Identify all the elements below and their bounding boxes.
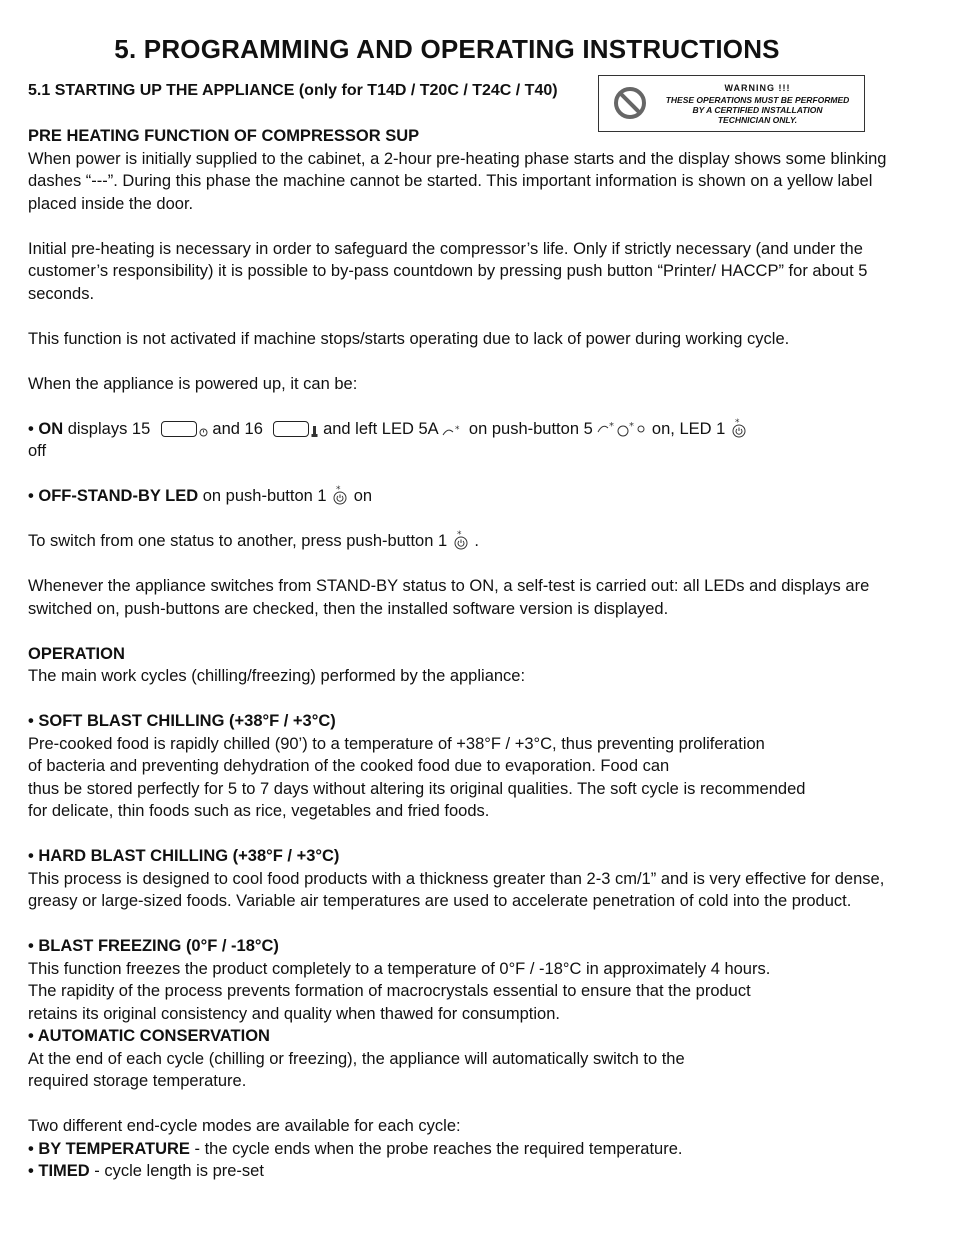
svg-text:*: *: [336, 485, 341, 495]
svg-text:*: *: [455, 424, 460, 435]
on-label: • ON: [28, 419, 64, 438]
endcycle-timed: [28, 1160, 888, 1183]
content: [28, 125, 888, 1183]
preheat-paragraph-4: When the appliance is powered up, it can be:: [28, 374, 358, 393]
warning-title: WARNING !!!: [724, 83, 791, 93]
warning-line: THESE OPERATIONS MUST BE PERFORMED: [665, 95, 850, 105]
switch-text-2: .: [469, 532, 479, 550]
page-title: 5. PROGRAMMING AND OPERATING INSTRUCTIONS: [114, 34, 780, 64]
standby-label: • OFF-STAND-BY LED: [28, 487, 199, 505]
endcycle-intro: Two different end-cycle modes are available for each cycle:: [28, 1117, 461, 1135]
hard-chill-heading: • HARD BLAST CHILLING (+38°F / +3°C): [28, 847, 340, 865]
selftest-paragraph: Whenever the appliance switches from STAND-BY status to ON, a self-test is carried out: all LEDs and displays are switched on, push-buttons are checked, then the installed software version is displayed.: [28, 577, 870, 618]
preheat-paragraph-1: When power is initially supplied to the cabinet, a 2-hour pre-heating phase starts and the display shows some blinking dashes “---”. During this phase the machine cannot be started. This important information is shown on a yellow label placed inside the door.: [28, 149, 887, 213]
clock-icon: [199, 428, 208, 438]
on-text-1: displays 15: [63, 419, 155, 438]
svg-text:*: *: [609, 420, 615, 432]
power-button-icon: [452, 530, 470, 550]
on-text-4: on push-button 5: [464, 419, 598, 438]
standby-text-1: on push-button 1: [198, 487, 332, 505]
svg-text:*: *: [456, 530, 462, 540]
hard-chill-text: This process is designed to cool food products with a thickness greater than 2-3 cm/1” and is very effective for dense, greasy or large-sized foods. Variable air temperatures are used to accelerate penetration of cold into the product.: [28, 869, 885, 910]
endcycle-temperature-label: • BY TEMPERATURE: [28, 1139, 190, 1158]
blast-freezing-line: This function freezes the product completely to a temperature of 0°F / -18°C in approximately 4 hours.: [28, 959, 771, 978]
soft-chill-icon: [442, 424, 464, 438]
conservation-line: required storage temperature.: [28, 1072, 247, 1090]
on-text-2: and 16: [207, 419, 268, 438]
section-title: 5.1 STARTING UP THE APPLIANCE (only for T14D / T20C / T24C / T40): [28, 82, 558, 99]
blast-freezing-line: The rapidity of the process prevents formation of macrocrystals essential to ensure that the product: [28, 982, 751, 1000]
warning-box: [598, 75, 865, 132]
on-text-5: on, LED 1: [647, 419, 730, 438]
on-text-3: and left LED 5A: [318, 419, 443, 438]
display-15-icon: [161, 421, 197, 437]
power-button-icon: [730, 418, 748, 438]
on-text-6: off: [28, 442, 47, 460]
warning-line: BY A CERTIFIED INSTALLATION: [692, 105, 823, 115]
conservation-line: At the end of each cycle (chilling or freezing), the appliance will automatically switch to the: [28, 1049, 685, 1068]
preheat-heading: PRE HEATING FUNCTION OF COMPRESSOR SUP: [28, 127, 420, 145]
blast-freezing-heading: • BLAST FREEZING (0°F / -18°C): [28, 937, 279, 955]
display-16-icon: [273, 421, 309, 437]
soft-chill-line: of bacteria and preventing dehydration of the cooked food due to evaporation. Food can: [28, 757, 670, 775]
soft-chill-line: Pre-cooked food is rapidly chilled (90’) to a temperature of +38°F / +3°C, thus preventing proliferation: [28, 734, 765, 753]
operation-intro: The main work cycles (chilling/freezing) performed by the appliance:: [28, 667, 526, 685]
warning-text: [655, 95, 860, 125]
blast-freezing-line: retains its original consistency and quality when thawed for consumption.: [28, 1004, 560, 1023]
switch-text-1: To switch from one status to another, press push-button 1: [28, 532, 452, 550]
preheat-paragraph-3: This function is not activated if machine stops/starts operating due to lack of power during working cycle.: [28, 329, 790, 348]
switch-line: [28, 530, 888, 553]
power-button-icon: [331, 485, 349, 505]
preheat-paragraph-2: Initial pre-heating is necessary in order to safeguard the compressor’s life. Only if strictly necessary (and under the customer’s responsibility) it is possible to by-pass countdown by pressing push button “Printer/ HACCP” for about 5 seconds.: [28, 239, 868, 303]
on-status-line: [28, 418, 888, 463]
svg-text:*: *: [734, 417, 740, 428]
conservation-heading: • AUTOMATIC CONSERVATION: [28, 1027, 270, 1045]
prohibition-icon: [613, 86, 647, 120]
standby-line: [28, 485, 888, 508]
endcycle-timed-text: - cycle length is pre-set: [89, 1162, 264, 1180]
endcycle-timed-label: • TIMED: [28, 1162, 90, 1180]
soft-chill-line: for delicate, thin foods such as rice, vegetables and fried foods.: [28, 802, 490, 820]
blast-chill-freeze-icon: [597, 420, 647, 438]
operation-heading: OPERATION: [28, 644, 125, 663]
endcycle-temperature-text: - the cycle ends when the probe reaches the required temperature.: [189, 1139, 683, 1158]
soft-chill-heading: • SOFT BLAST CHILLING (+38°F / +3°C): [28, 712, 336, 730]
svg-text:*: *: [629, 420, 635, 432]
soft-chill-line: thus be stored perfectly for 5 to 7 days without altering its original qualities. The soft cycle is recommended: [28, 779, 806, 798]
standby-text-2: on: [349, 487, 373, 505]
endcycle-temperature: [28, 1138, 888, 1161]
warning-line: TECHNICIAN ONLY.: [717, 115, 798, 125]
